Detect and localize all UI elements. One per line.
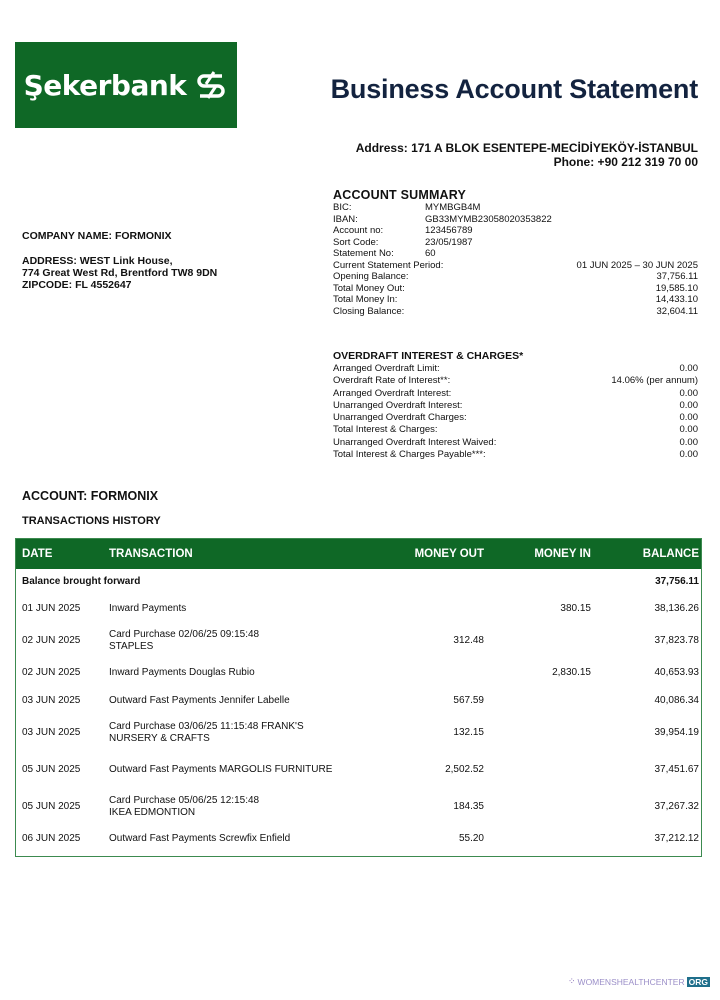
summary-label: Total Money In:: [333, 294, 398, 305]
sekerbank-s-icon: [194, 70, 228, 100]
company-info: [22, 230, 217, 291]
table-row: [16, 825, 701, 853]
row-balance: 37,267.32: [654, 801, 699, 812]
overdraft-label: Unarranged Overdraft Interest:: [333, 399, 463, 411]
summary-label: Total Money Out:: [333, 282, 405, 294]
summary-row-bic: [333, 202, 698, 214]
bank-contact: [356, 141, 698, 169]
table-row: [16, 659, 701, 687]
table-row: [16, 751, 701, 789]
brought-forward-balance: 37,756.11: [655, 576, 699, 587]
table-row: [16, 789, 701, 825]
row-money-out: 55.20: [458, 833, 484, 844]
row-transaction: [109, 603, 354, 615]
overdraft-value: 14.06% (per annum): [611, 375, 698, 387]
row-transaction-line1: Inward Payments: [109, 603, 187, 614]
row-transaction-line1: Outward Fast Payments Screwfix Enfield: [109, 833, 291, 844]
overdraft-label: Arranged Overdraft Interest:: [333, 387, 452, 399]
page-title: Business Account Statement: [330, 74, 698, 104]
row-money-out: 312.48: [453, 635, 484, 646]
bank-name: Şekerbank: [23, 68, 187, 102]
overdraft-value: 0.00: [679, 363, 698, 374]
row-transaction-line2: IKEA EDMONTION: [109, 807, 196, 818]
table-row: [16, 715, 701, 751]
summary-label: Opening Balance:: [333, 271, 409, 282]
overdraft-row: [333, 449, 698, 461]
row-money-out: 2,502.52: [445, 764, 484, 775]
summary-value: 19,585.10: [655, 282, 698, 294]
overdraft-row: [333, 400, 698, 412]
row-balance: 39,954.19: [654, 727, 699, 738]
row-money-out: 184.35: [453, 801, 484, 812]
col-date: DATE: [22, 548, 53, 560]
overdraft-value: 0.00: [679, 424, 698, 436]
account-summary: [333, 188, 698, 317]
bank-phone: Phone: +90 212 319 70 00: [553, 155, 698, 169]
summary-row-period: [333, 260, 698, 272]
col-money-in: MONEY IN: [534, 548, 591, 560]
row-transaction: [109, 629, 354, 653]
company-name: COMPANY NAME: FORMONIX: [22, 230, 172, 242]
row-money-out: 567.59: [453, 695, 484, 706]
summary-row-account-no: [333, 225, 698, 237]
summary-row-iban: [333, 214, 698, 226]
table-header: [16, 539, 701, 569]
summary-value: 123456789: [425, 225, 473, 236]
overdraft-label: Arranged Overdraft Limit:: [333, 363, 440, 374]
bank-logo: [15, 42, 237, 128]
overdraft-value: 0.00: [679, 387, 698, 399]
row-date: 02 JUN 2025: [22, 635, 81, 646]
row-date: 01 JUN 2025: [22, 603, 81, 614]
overdraft-value: 0.00: [679, 399, 698, 411]
row-money-out: 132.15: [453, 727, 484, 738]
row-balance: 38,136.26: [654, 603, 699, 614]
summary-row-money-out: [333, 283, 698, 295]
row-transaction: [109, 833, 354, 845]
row-date: 03 JUN 2025: [22, 695, 81, 706]
company-address-line1: ADDRESS: WEST Link House,: [22, 255, 173, 267]
summary-row-closing-balance: [333, 306, 698, 318]
col-money-out: MONEY OUT: [414, 548, 484, 560]
row-date: 03 JUN 2025: [22, 727, 81, 738]
row-transaction: [109, 695, 354, 707]
row-balance: 37,823.78: [654, 635, 699, 646]
row-transaction-line1: Inward Payments Douglas Rubio: [109, 667, 255, 678]
summary-value: 37,756.11: [656, 271, 698, 282]
overdraft-label: Total Interest & Charges:: [333, 424, 438, 436]
col-balance: BALANCE: [642, 548, 699, 560]
overdraft-value: 0.00: [679, 449, 698, 461]
dots-icon: ⁘: [568, 976, 576, 986]
row-transaction: [109, 764, 354, 776]
summary-label: BIC:: [333, 202, 352, 213]
row-transaction-line1: Outward Fast Payments MARGOLIS FURNITURE: [109, 764, 333, 775]
overdraft-heading: OVERDRAFT INTEREST & CHARGES*: [333, 350, 524, 362]
history-title: TRANSACTIONS HISTORY: [22, 515, 161, 527]
summary-label: Account no:: [333, 225, 384, 236]
summary-value: MYMBGB4M: [425, 202, 481, 213]
summary-value: GB33MYMB23058020353822: [425, 213, 552, 225]
watermark-text: WOMENSHEALTHCENTER: [577, 976, 685, 987]
company-address-line2: 774 Great West Rd, Brentford TW8 9DN: [22, 267, 218, 279]
overdraft-row: [333, 388, 698, 400]
row-balance: 40,086.34: [654, 695, 699, 706]
row-transaction-line2: NURSERY & CRAFTS: [109, 733, 210, 744]
summary-value: 14,433.10: [655, 294, 698, 305]
overdraft-label: Overdraft Rate of Interest**:: [333, 375, 451, 387]
account-summary-heading: ACCOUNT SUMMARY: [333, 188, 467, 202]
col-transaction: TRANSACTION: [109, 548, 193, 560]
summary-row-opening-balance: [333, 271, 698, 283]
row-transaction-line2: STAPLES: [109, 641, 154, 652]
summary-row-statement-no: [333, 248, 698, 260]
overdraft-row: [333, 375, 698, 387]
row-money-in: 380.15: [560, 603, 591, 614]
summary-value: 60: [425, 248, 436, 259]
table-row: [16, 687, 701, 715]
row-money-in: 2,830.15: [552, 667, 591, 678]
summary-row-sort-code: [333, 237, 698, 249]
overdraft-row: [333, 363, 698, 375]
watermark: [568, 976, 710, 987]
summary-value: 32,604.11: [656, 305, 698, 317]
bank-address: Address: 171 A BLOK ESENTEPE-MECİDİYEKÖY-İSTANBUL: [355, 141, 698, 155]
overdraft-value: 0.00: [679, 412, 698, 424]
watermark-badge: ORG: [688, 976, 708, 987]
summary-value: 23/05/1987: [425, 236, 473, 248]
row-transaction: [109, 667, 354, 679]
overdraft-label: Total Interest & Charges Payable***:: [333, 449, 486, 461]
row-date: 06 JUN 2025: [22, 833, 81, 844]
summary-label: Closing Balance:: [333, 305, 405, 317]
summary-label: Current Statement Period:: [333, 259, 444, 271]
transactions-table: [15, 538, 702, 857]
row-date: 05 JUN 2025: [22, 801, 81, 812]
summary-value: 01 JUN 2025 – 30 JUN 2025: [576, 259, 698, 271]
row-transaction: [109, 795, 354, 819]
row-date: 05 JUN 2025: [22, 764, 81, 775]
overdraft-section: [333, 349, 698, 461]
row-transaction-line1: Card Purchase 05/06/25 12:15:48: [109, 795, 260, 806]
row-balance: 37,212.12: [654, 833, 699, 844]
overdraft-row: [333, 437, 698, 449]
overdraft-value: 0.00: [679, 436, 698, 448]
summary-row-money-in: [333, 294, 698, 306]
balance-brought-forward-row: [16, 569, 701, 595]
overdraft-label: Unarranged Overdraft Charges:: [333, 412, 467, 424]
overdraft-label: Unarranged Overdraft Interest Waived:: [333, 436, 497, 448]
row-transaction-line1: Card Purchase 03/06/25 11:15:48 FRANK'S: [109, 721, 304, 732]
table-row: [16, 595, 701, 623]
row-balance: 40,653.93: [654, 667, 699, 678]
row-balance: 37,451.67: [654, 764, 699, 775]
row-date: 02 JUN 2025: [22, 667, 81, 678]
table-row: [16, 623, 701, 659]
account-title: ACCOUNT: FORMONIX: [22, 489, 159, 503]
brought-forward-label: Balance brought forward: [22, 576, 141, 587]
row-transaction-line1: Outward Fast Payments Jennifer Labelle: [109, 695, 290, 706]
overdraft-row: [333, 424, 698, 436]
summary-label: Sort Code:: [333, 236, 379, 248]
company-zipcode: ZIPCODE: FL 4552647: [22, 279, 132, 291]
summary-label: IBAN:: [333, 213, 358, 225]
summary-label: Statement No:: [333, 248, 394, 259]
row-transaction-line1: Card Purchase 02/06/25 09:15:48: [109, 629, 260, 640]
row-transaction: [109, 721, 354, 745]
overdraft-row: [333, 412, 698, 424]
